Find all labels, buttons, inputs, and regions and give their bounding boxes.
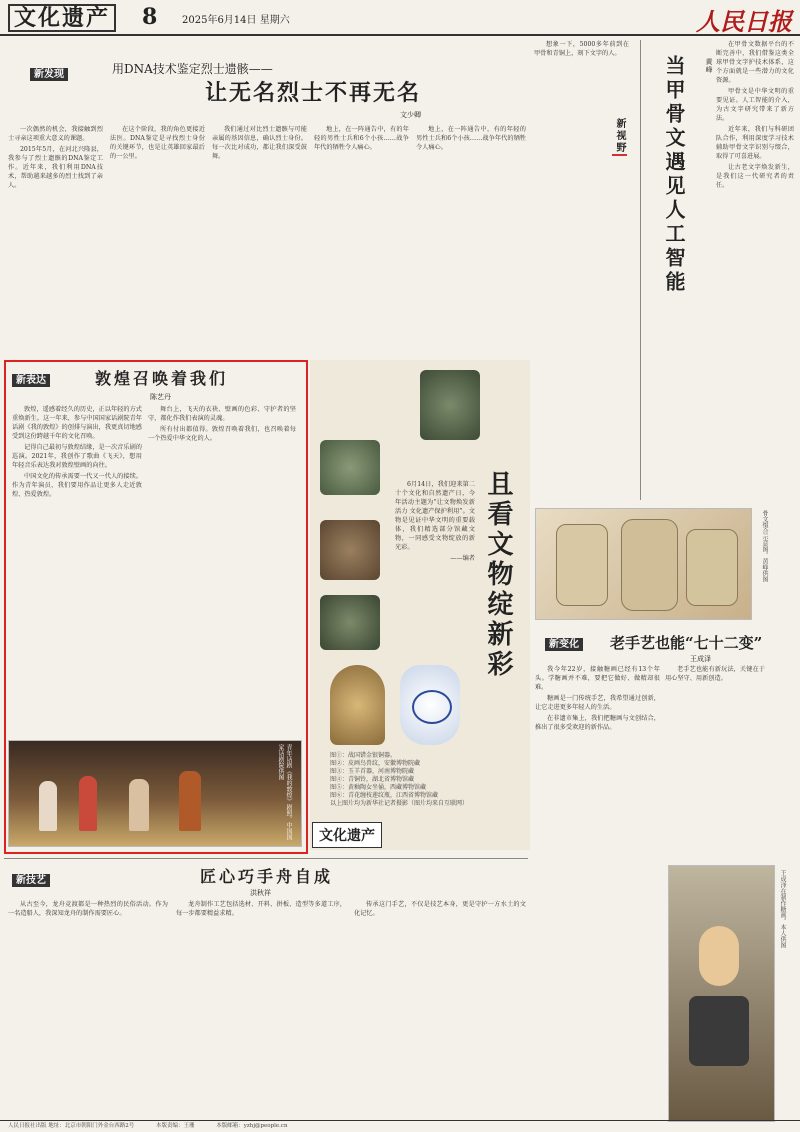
drama-stage-photo [8, 740, 302, 847]
bottom-story-tag-wrap [12, 868, 50, 887]
top-story-col-3 [212, 125, 307, 347]
artifact-jade-ram [320, 520, 380, 580]
paragraph: 我们通过对比烈士遗骸与可能亲属的基因信息，确认烈士身份。每一次比对成功，都让我们深受鼓舞。 [212, 126, 307, 160]
left-story-tag-wrap [12, 368, 50, 387]
paragraph: 甲骨文是中华文明的重要见证。人工智能的介入，为古文字研究带来了新方法。 [716, 88, 794, 122]
left-story-author: 陈艺丹 [150, 393, 171, 401]
paragraph: 我今年22岁，接触糖画已经有13个年头。学糖画并不难，要把它做好、做精却很难。 [535, 666, 660, 691]
performer-figure [79, 776, 97, 831]
caption-line: 图⑤：黄釉陶女坐俑，西藏博物馆藏 [330, 784, 427, 791]
caption-line: 图①：战国错金银铜器。 [330, 752, 397, 759]
right-top-tag: 新视野 [614, 118, 625, 154]
top-story-col-2 [110, 125, 205, 347]
right-top-tag-wrap [612, 118, 657, 160]
performer-figure [129, 779, 149, 831]
left-story-col-1 [12, 405, 142, 735]
paragraph: 在甲骨文数据平台的不断完善中，我们借鉴这类全球甲骨文字护技术体系，这个方面就是一些潜力的文化资源。 [716, 41, 794, 84]
page-header [0, 0, 800, 36]
top-story-tag-wrap [30, 62, 90, 81]
oracle-bone-fragment [556, 524, 608, 606]
paragraph: 龙舟制作工艺包括选材、开料、拼板、造型等多道工序，每一步都要精益求精。 [176, 901, 346, 917]
paragraph: 所有付出都值得。敦煌召唤着我们，也召唤着每一个热爱中华文化的人。 [148, 426, 296, 442]
right-bottom-tag-wrap [545, 632, 583, 651]
bottom-story-title: 匠心巧手舟自成 [200, 867, 334, 886]
intro-text: 6月14日，我们迎来第二十个文化和自然遗产日，今年活动主题为“让文物焕发新活力 文化遗产保护利用”。文物是见证中华文明的重要载体，我们精选部分馆藏文物，一同感受文物绽放的新光彩。 [395, 481, 475, 551]
top-story-title: 让无名烈士不再无名 [205, 80, 422, 106]
paragraph: 一次偶然的机会，我接触到烈士寻亲这项重大意义的课题。 [8, 126, 103, 142]
center-feature-intro [395, 480, 475, 630]
right-top-title: 当甲骨文遇见人工智能 [662, 55, 686, 295]
caption-credit: 以上图片均为新华社记者摄影（图片均来自互联网） [330, 800, 469, 807]
right-top-author: 黄峰 [705, 58, 713, 74]
paragraph: 舞台上，飞天的衣袂、壁画的色彩、守护者的坚守，都化作我们表演的灵魂。 [148, 406, 296, 422]
page-footer [0, 1120, 800, 1132]
right-bottom-title: 老手艺也能“七十二变” [610, 634, 763, 652]
paragraph: 在非遗市集上，我们把糖画与文创结合，推出了很多受欢迎的新作品。 [535, 715, 660, 731]
footer-email: 本版邮箱：yzhj@people.cn [216, 1123, 288, 1129]
paragraph: 近年来，我们与科研团队合作，利用深度学习技术辅助甲骨文字识别与缀合，取得了可喜进展。 [716, 126, 794, 160]
bottom-story-tag: 新技艺 [12, 874, 50, 887]
top-story-col-5 [416, 125, 526, 347]
page-number: 8 [142, 4, 158, 30]
newspaper-logo: 人民日报 [696, 7, 792, 36]
artifact-bronze-vessel [420, 370, 480, 440]
artifact-bronze-bell [320, 595, 380, 650]
left-story-col-2 [148, 405, 296, 735]
artifact-bird-vessel [320, 440, 380, 495]
paragraph: 从古至今，龙舟竞渡都是一种热烈的民俗活动。作为一名造船人，我深知龙舟的制作需要匠心。 [8, 901, 168, 917]
artifact-seated-figure [330, 665, 385, 745]
paragraph: 敦煌，遥感着经久的历史，正以年轻的方式重焕新生。这一年来，参与中国国家话剧院青年话剧《我的敦煌》的创排与演出，我更真切地感受到这份跨越千年的文化召唤。 [12, 406, 142, 440]
footer-print: 人民日报社出版 地址：北京市朝阳门外金台西路2号 [8, 1123, 135, 1129]
paragraph: 老手艺也能有新玩法，关键在于用心坚守、用新创造。 [665, 666, 765, 682]
bottom-story-col-1 [8, 900, 168, 1115]
vase-pattern [412, 690, 452, 724]
column-divider [640, 40, 641, 500]
performer-figure [39, 781, 57, 831]
artisan-figure [699, 926, 739, 986]
caption-line: 图④：青铜铃，湖北省博物馆藏 [330, 776, 415, 783]
intro-editor: ——编者 [450, 555, 475, 562]
paragraph: 地上，在一阵通告中，有的年轻的男性士兵和6个小孩……战争年代的牺牲令人痛心。 [416, 126, 526, 151]
issue-date: 2025年6月14日 星期六 [182, 15, 290, 26]
paragraph: 传承这门手艺，不仅是技艺本身，更是守护一方水土的文化记忆。 [354, 901, 526, 917]
paragraph: 地上，在一阵通告中，有的年轻的男性士兵和6个小孩……战争年代的牺牲令人痛心。 [314, 126, 409, 151]
top-story-author: 文少卿 [400, 111, 421, 119]
top-story-col-6 [534, 40, 629, 500]
performer-figure [179, 771, 201, 831]
right-top-col [716, 40, 794, 500]
top-story-tag: 新发现 [30, 68, 68, 81]
oracle-bone-fragment [621, 519, 678, 611]
right-bottom-author: 王成泽 [690, 655, 711, 663]
oracle-image-caption: 骨文缀合示意图。黄峰供图 [761, 510, 768, 582]
oracle-bone-image [535, 508, 752, 620]
left-story-title: 敦煌召唤着我们 [95, 369, 229, 388]
artifact-blue-white-vase [400, 665, 460, 745]
bottom-story-col-3 [354, 900, 526, 1115]
paragraph: 想象一下，5000多年前到在甲骨和青铜上，刻下文字的人。 [534, 41, 629, 57]
caption-line: 图②：皮画鸟兽纹，安徽博物院藏 [330, 760, 421, 767]
paragraph: 2015年5月，在河北兴隆县，我参与了烈士遗骸的DNA鉴定工作。近年来，我们利用DNA技术，帮助越来越多的烈士找到了亲人。 [8, 146, 103, 189]
center-feature-title: 且看文物绽新彩 [483, 470, 513, 680]
paragraph: 在这个阶段，我的角色更接近法医。DNA鉴定是寻找烈士身份的关键环节，也是让英雄回家最后的一公里。 [110, 126, 205, 160]
top-story-col-1 [8, 125, 103, 347]
artifact-captions [330, 752, 520, 808]
right-bottom-tag: 新变化 [545, 638, 583, 651]
top-story-subtitle: 用DNA技术鉴定烈士遗骸—— [112, 62, 273, 76]
bottom-story-author: 洪秋祥 [250, 889, 271, 897]
left-photo-caption: 青年话剧《我的敦煌》剧照。中国国家话剧院供图 [277, 744, 292, 840]
paragraph: 糖画是一门传统手艺，我希望通过创新，让它走进更多年轻人的生活。 [535, 695, 660, 711]
caption-line: 图⑥：青花缠枝莲纹瓶，江西省博物馆藏 [330, 792, 439, 799]
left-story-tag: 新表达 [12, 374, 50, 387]
section-title: 文化遗产 [8, 4, 116, 32]
oracle-bone-fragment [686, 529, 738, 606]
top-story-col-4 [314, 125, 409, 347]
paragraph: 中国文化的传承需要一代又一代人的接续。作为青年演员，我们要用作品让更多人走近敦煌、热爱敦煌。 [12, 473, 142, 498]
paragraph: 让古老文字焕发新生，是我们这一代研究者的责任。 [716, 164, 794, 189]
bottom-divider [4, 858, 528, 859]
bottom-story-col-2 [176, 900, 346, 1115]
paragraph: 记得自己最初与敦煌结缘，是一次音乐剧的巡演。2021年，我创作了歌曲《飞天》，想用年轻音乐表达我对敦煌壁画的向往。 [12, 444, 142, 469]
culture-heritage-logo: 文化遗产 [312, 822, 382, 848]
right-bottom-col-1 [535, 665, 660, 1120]
footer-editor: 本版责编：王珊 [156, 1123, 195, 1129]
sugar-photo-caption: 王成泽在制作糖画。本人供图 [779, 870, 786, 948]
artisan-figure [689, 996, 749, 1066]
sugar-painting-photo [668, 865, 775, 1122]
right-bottom-col-2 [665, 665, 765, 855]
caption-line: 图③：玉羊首器，河南博物院藏 [330, 768, 415, 775]
